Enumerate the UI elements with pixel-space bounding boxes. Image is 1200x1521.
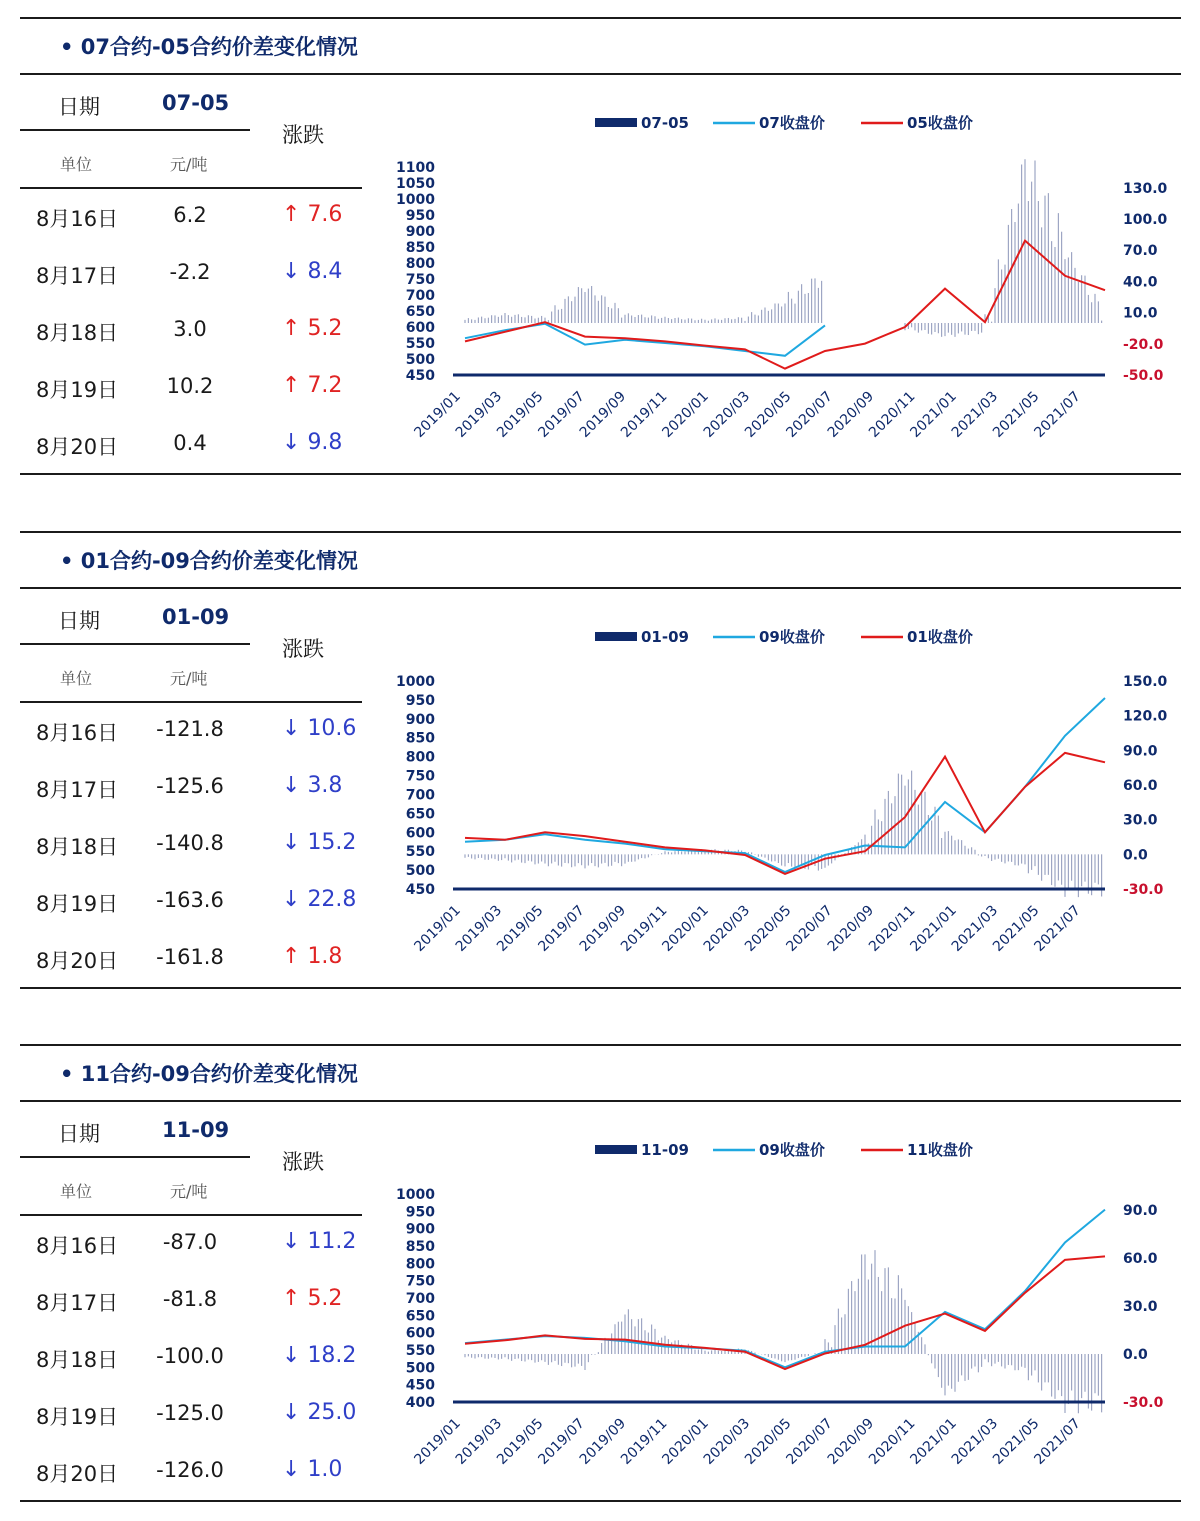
y-left-tick-label: 950 (405, 692, 435, 709)
x-tick-label: 2019/05 (494, 902, 547, 955)
row-change: ↑ 5.2 (282, 316, 343, 341)
row-change: ↓ 9.8 (282, 430, 343, 455)
section-title: • 07合约-05合约价差变化情况 (60, 35, 358, 59)
y-right-tick-label: 90.0 (1123, 743, 1158, 760)
row-spread-value: 10.2 (166, 374, 214, 398)
x-tick-label: 2020/03 (700, 902, 754, 955)
x-tick-label: 2020/01 (659, 388, 712, 441)
row-date: 8月20日 (36, 949, 119, 973)
y-left-tick-label: 900 (405, 1221, 435, 1238)
y-right-tick-label: 150.0 (1123, 674, 1168, 690)
arrow-down-icon: ↓ (282, 716, 301, 741)
y-left-tick-label: 700 (405, 288, 435, 304)
x-tick-label: 2019/11 (618, 388, 671, 441)
row-date: 8月19日 (36, 892, 119, 916)
x-tick-label: 2019/03 (452, 902, 506, 955)
table-row (20, 874, 365, 931)
change-header: 涨跌 (282, 1150, 324, 1174)
table-row (20, 1216, 365, 1273)
legend-swatch (595, 118, 637, 127)
row-change: ↓ 11.2 (282, 1229, 357, 1254)
y-right-tick-label: -20.0 (1123, 336, 1164, 353)
spread-header: 11-09 (162, 1118, 230, 1142)
table-row (20, 760, 365, 817)
x-tick-label: 2021/01 (907, 388, 960, 441)
x-tick-label: 2020/03 (700, 388, 754, 441)
table-row (20, 1330, 365, 1387)
y-left-tick-label: 950 (405, 208, 435, 224)
row-spread-value: 3.0 (173, 317, 207, 341)
y-left-tick-label: 900 (405, 224, 435, 240)
y-right-tick-label: 120.0 (1123, 708, 1168, 725)
spread-header: 07-05 (162, 91, 230, 115)
y-right-tick-label: -30.0 (1123, 1395, 1164, 1411)
y-left-tick-label: 500 (405, 352, 435, 368)
legend-label: 11-09 (641, 1141, 689, 1159)
row-change: ↑ 1.8 (282, 944, 343, 969)
header-rule (20, 129, 250, 131)
x-tick-label: 2021/07 (1031, 388, 1084, 441)
spread-bars (465, 1250, 1102, 1413)
spread-table (20, 75, 365, 473)
legend-label: 01收盘价 (907, 628, 973, 646)
row-date: 8月17日 (36, 1291, 119, 1315)
arrow-up-icon: ↑ (282, 944, 301, 969)
x-tick-label: 2020/05 (742, 1415, 795, 1468)
y-left-tick-label: 850 (405, 1239, 435, 1255)
y-right-tick-label: 30.0 (1123, 812, 1158, 829)
header-rule (20, 1156, 250, 1158)
table-row (20, 189, 365, 246)
x-tick-label: 2019/01 (411, 1415, 464, 1468)
row-change: ↓ 18.2 (282, 1343, 357, 1368)
y-left-tick-label: 850 (405, 730, 435, 747)
x-tick-label: 2019/11 (618, 902, 671, 955)
change-header: 涨跌 (282, 123, 324, 147)
y-left-tick-label: 1000 (396, 192, 435, 208)
section-title-row (20, 19, 1181, 73)
x-tick-label: 2019/07 (535, 1415, 588, 1468)
row-date: 8月16日 (36, 207, 119, 231)
x-tick-label: 2019/07 (535, 388, 588, 441)
arrow-up-icon: ↑ (282, 316, 301, 341)
x-tick-label: 2019/09 (576, 388, 630, 441)
y-left-tick-label: 650 (405, 1308, 435, 1325)
date-header: 日期 (58, 609, 100, 633)
y-right-tick-label: 0.0 (1123, 1347, 1148, 1363)
arrow-down-icon: ↓ (282, 830, 301, 855)
far-contract-line (465, 1256, 1105, 1369)
table-row (20, 817, 365, 874)
row-date: 8月19日 (36, 378, 119, 402)
section-title: • 11合约-09合约价差变化情况 (60, 1062, 358, 1086)
row-date: 8月16日 (36, 721, 119, 745)
y-left-tick-label: 550 (405, 844, 435, 861)
row-spread-value: -125.6 (156, 774, 224, 798)
chart-legend (595, 114, 973, 132)
row-spread-value: 0.4 (173, 431, 207, 455)
legend-label: 09收盘价 (759, 628, 825, 646)
x-tick-label: 2021/07 (1031, 902, 1084, 955)
x-tick-label: 2020/11 (866, 902, 919, 955)
arrow-down-icon: ↓ (282, 1400, 301, 1425)
y-left-tick-label: 850 (405, 240, 435, 256)
y-left-tick-label: 900 (405, 711, 435, 728)
date-header: 日期 (58, 95, 100, 119)
y-right-tick-label: -50.0 (1123, 368, 1164, 384)
row-change: ↓ 25.0 (282, 1400, 357, 1425)
y-left-tick-label: 1050 (396, 176, 435, 192)
arrow-down-icon: ↓ (282, 430, 301, 455)
y-left-tick-label: 550 (405, 1343, 435, 1359)
section-title-row (20, 1046, 1181, 1100)
row-change: ↓ 15.2 (282, 830, 357, 855)
y-left-tick-label: 500 (405, 1360, 435, 1377)
arrow-up-icon: ↑ (282, 202, 301, 227)
y-left-tick-label: 700 (405, 787, 435, 804)
table-row (20, 303, 365, 360)
y-right-tick-label: 40.0 (1123, 274, 1158, 291)
legend-label: 01-09 (641, 628, 689, 646)
section-bottom-rule (20, 987, 1181, 989)
table-row (20, 931, 365, 988)
x-tick-label: 2019/01 (411, 902, 464, 955)
x-tick-label: 2020/05 (742, 388, 795, 441)
arrow-down-icon: ↓ (282, 1229, 301, 1254)
date-header: 日期 (58, 1122, 100, 1146)
x-tick-label: 2020/09 (824, 388, 878, 441)
x-tick-label: 2019/11 (618, 1415, 671, 1468)
y-left-tick-label: 750 (405, 1273, 435, 1290)
spread-header: 01-09 (162, 605, 230, 629)
x-tick-label: 2020/07 (783, 388, 836, 441)
x-tick-label: 2020/11 (866, 388, 919, 441)
row-date: 8月16日 (36, 1234, 119, 1258)
y-left-tick-label: 450 (405, 368, 435, 384)
row-spread-value: -121.8 (156, 717, 224, 741)
x-tick-label: 2021/01 (907, 902, 960, 955)
x-tick-label: 2019/09 (576, 902, 630, 955)
x-tick-label: 2019/07 (535, 902, 588, 955)
spread-section-07-05 (20, 17, 1181, 477)
spread-section-11-09 (20, 1044, 1181, 1504)
unit-value: 元/吨 (170, 155, 208, 174)
unit-value: 元/吨 (170, 1182, 208, 1201)
x-tick-label: 2020/01 (659, 902, 712, 955)
y-left-tick-label: 750 (405, 272, 435, 288)
y-left-tick-label: 800 (405, 749, 435, 766)
spread-section-01-09 (20, 531, 1181, 991)
change-header: 涨跌 (282, 637, 324, 661)
row-change: ↑ 7.6 (282, 202, 343, 227)
chart-legend (595, 1141, 973, 1159)
arrow-down-icon: ↓ (282, 259, 301, 284)
section-title-row (20, 533, 1181, 587)
y-right-tick-label: 100.0 (1123, 212, 1168, 228)
row-date: 8月20日 (36, 435, 119, 459)
x-tick-label: 2020/07 (783, 902, 836, 955)
arrow-down-icon: ↓ (282, 887, 301, 912)
row-date: 8月20日 (36, 1462, 119, 1486)
row-spread-value: -140.8 (156, 831, 224, 855)
spread-table (20, 1102, 365, 1500)
x-tick-label: 2021/05 (990, 1415, 1043, 1468)
row-spread-value: -163.6 (156, 888, 224, 912)
section-bottom-rule (20, 473, 1181, 475)
x-tick-label: 2021/03 (948, 388, 1002, 441)
x-tick-label: 2019/05 (494, 1415, 547, 1468)
y-left-tick-label: 400 (405, 1395, 435, 1411)
table-row (20, 1444, 365, 1501)
row-change: ↓ 10.6 (282, 716, 357, 741)
x-tick-label: 2020/11 (866, 1415, 919, 1468)
y-left-tick-label: 1000 (396, 674, 435, 690)
arrow-down-icon: ↓ (282, 773, 301, 798)
section-title: • 01合约-09合约价差变化情况 (60, 549, 358, 573)
y-left-tick-label: 750 (405, 768, 435, 785)
row-date: 8月18日 (36, 835, 119, 859)
chart-legend (595, 628, 973, 646)
legend-label: 07收盘价 (759, 114, 825, 132)
unit-value: 元/吨 (170, 669, 208, 688)
table-row (20, 1273, 365, 1330)
arrow-up-icon: ↑ (282, 1286, 301, 1311)
x-tick-label: 2019/03 (452, 388, 506, 441)
unit-label: 单位 (60, 669, 93, 688)
x-tick-label: 2020/05 (742, 902, 795, 955)
row-spread-value: -100.0 (156, 1344, 224, 1368)
section-bottom-rule (20, 1500, 1181, 1502)
row-change: ↑ 7.2 (282, 373, 343, 398)
table-row (20, 360, 365, 417)
y-left-tick-label: 600 (405, 320, 435, 336)
y-left-tick-label: 450 (405, 1377, 435, 1394)
spread-table (20, 589, 365, 987)
row-spread-value: -81.8 (162, 1287, 218, 1311)
table-row (20, 1387, 365, 1444)
spread-chart (365, 75, 1175, 473)
unit-label: 单位 (60, 1182, 93, 1201)
table-row (20, 417, 365, 474)
row-spread-value: -161.8 (156, 945, 224, 969)
arrow-up-icon: ↑ (282, 373, 301, 398)
x-tick-label: 2021/05 (990, 902, 1043, 955)
x-tick-label: 2020/07 (783, 1415, 836, 1468)
x-tick-label: 2019/01 (411, 388, 464, 441)
legend-label: 09收盘价 (759, 1141, 825, 1159)
y-left-tick-label: 1000 (396, 1187, 435, 1203)
table-row (20, 703, 365, 760)
y-right-tick-label: 60.0 (1123, 778, 1158, 794)
row-date: 8月19日 (36, 1405, 119, 1429)
y-left-tick-label: 650 (405, 806, 435, 823)
row-date: 8月18日 (36, 321, 119, 345)
arrow-down-icon: ↓ (282, 1457, 301, 1482)
row-spread-value: -2.2 (169, 260, 211, 284)
header-rule (20, 643, 250, 645)
row-spread-value: -126.0 (156, 1458, 224, 1482)
x-tick-label: 2019/03 (452, 1415, 506, 1468)
y-right-tick-label: 0.0 (1123, 847, 1148, 864)
legend-swatch (595, 1145, 637, 1154)
y-left-tick-label: 500 (405, 863, 435, 880)
x-tick-label: 2020/09 (824, 902, 878, 955)
row-date: 8月18日 (36, 1348, 119, 1372)
row-spread-value: -87.0 (162, 1230, 218, 1254)
row-change: ↓ 1.0 (282, 1457, 343, 1482)
x-tick-label: 2021/03 (948, 1415, 1002, 1468)
y-right-tick-label: -30.0 (1123, 882, 1164, 898)
row-change: ↓ 22.8 (282, 887, 357, 912)
y-right-tick-label: 60.0 (1123, 1251, 1158, 1267)
row-date: 8月17日 (36, 264, 119, 288)
y-left-tick-label: 800 (405, 1256, 435, 1273)
y-right-tick-label: 30.0 (1123, 1299, 1158, 1315)
x-tick-label: 2021/05 (990, 388, 1043, 441)
x-tick-label: 2021/07 (1031, 1415, 1084, 1468)
spread-chart (365, 589, 1175, 987)
row-spread-value: 6.2 (173, 203, 207, 227)
y-left-tick-label: 600 (405, 825, 435, 842)
legend-label: 07-05 (641, 114, 689, 132)
legend-swatch (595, 632, 637, 641)
y-left-tick-label: 800 (405, 256, 435, 272)
row-change: ↓ 8.4 (282, 259, 343, 284)
y-left-tick-label: 550 (405, 336, 435, 352)
y-left-tick-label: 950 (405, 1204, 435, 1221)
row-date: 8月17日 (36, 778, 119, 802)
arrow-down-icon: ↓ (282, 1343, 301, 1368)
near-contract-line (465, 698, 1105, 872)
y-right-tick-label: 70.0 (1123, 243, 1158, 260)
x-tick-label: 2020/09 (824, 1415, 878, 1468)
y-left-tick-label: 1100 (396, 160, 435, 176)
x-tick-label: 2020/03 (700, 1415, 754, 1468)
y-right-tick-label: 130.0 (1123, 180, 1168, 197)
legend-label: 11收盘价 (907, 1141, 973, 1159)
near-contract-line (465, 1210, 1105, 1368)
row-spread-value: -125.0 (156, 1401, 224, 1425)
legend-label: 05收盘价 (907, 114, 973, 132)
x-tick-label: 2021/03 (948, 902, 1002, 955)
spread-chart (365, 1102, 1175, 1500)
y-left-tick-label: 450 (405, 882, 435, 898)
table-row (20, 246, 365, 303)
x-tick-label: 2019/09 (576, 1415, 630, 1468)
row-change: ↑ 5.2 (282, 1286, 343, 1311)
x-tick-label: 2021/01 (907, 1415, 960, 1468)
y-right-tick-label: 10.0 (1123, 305, 1158, 322)
x-tick-label: 2020/01 (659, 1415, 712, 1468)
y-left-tick-label: 700 (405, 1291, 435, 1307)
row-change: ↓ 3.8 (282, 773, 343, 798)
x-tick-label: 2019/05 (494, 388, 547, 441)
spread-bars (465, 159, 1102, 337)
unit-label: 单位 (60, 155, 93, 174)
y-left-tick-label: 600 (405, 1325, 435, 1342)
y-right-tick-label: 90.0 (1123, 1203, 1158, 1219)
y-left-tick-label: 650 (405, 304, 435, 320)
